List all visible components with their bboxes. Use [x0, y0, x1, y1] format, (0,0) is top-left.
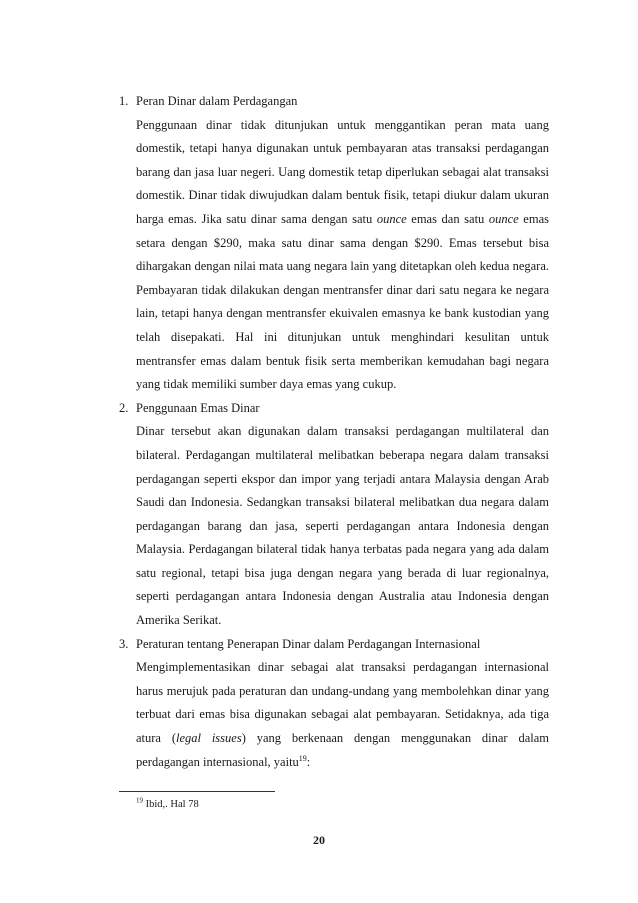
italic-term: ounce: [488, 211, 519, 226]
paragraph-text: Mengimplementasikan dinar sebagai alat transaksi perdagangan internasional harus merujuk pada peraturan dan undang-undang yang membolehkan dinar yang terbuat dari emas bisa digunakan sebagai alat pembayaran. Setidaknya, ada tiga atura (: [136, 660, 549, 746]
paragraph-text: :: [306, 754, 311, 769]
list-item-3: [119, 633, 549, 775]
list-item-2: [119, 397, 549, 633]
paragraph-text: Dinar tersebut akan digunakan dalam transaksi perdagangan multilateral dan bilateral. Perdagangan multilateral melibatkan beberapa negara dalam transaksi perdagangan seperti ekspor dan impor yang terjadi antara Malaysia dengan Arab Saudi dan Indonesia. Sedangkan transaksi bilateral melibatkan dua negara dalam perdagangan barang dan jasa, seperti perdagangan antara Indonesia dengan Malaysia. Perdagangan bilateral tidak hanya terbatas pada negara yang ada dalam satu regional, tetapi bisa juga dengan negara yang berada di luar regionalnya, seperti perdagangan antara Indonesia dengan Australia atau Indonesia dengan Amerika Serikat.: [136, 424, 549, 628]
item-heading: Penggunaan Emas Dinar: [136, 400, 260, 415]
item-paragraph: [136, 656, 549, 774]
item-number: 1.: [119, 94, 129, 108]
paragraph-text: emas dan satu: [406, 211, 489, 226]
page-number: 20: [313, 833, 325, 847]
footnote-reference[interactable]: 19: [298, 753, 307, 763]
item-heading: Peran Dinar dalam Perdagangan: [136, 94, 298, 108]
paragraph-text: Penggunaan dinar tidak ditunjukan untuk menggantikan peran mata uang domestik, tetapi hanya digunakan untuk pembayaran atas transaksi perdagangan barang dan jasa luar negeri. Uang domestik tetap diperlukan sebagai alat transaksi domestik. Dinar tidak diwujudkan dalam bentuk fisik, tetapi diukur dalam ukuran harga emas. Jika satu dinar sama dengan satu: [136, 117, 549, 226]
list-item-1: [119, 90, 549, 397]
footnote-text: Ibid,. Hal 78: [143, 799, 199, 810]
item-heading: Peraturan tentang Penerapan Dinar dalam Perdagangan Internasional: [136, 636, 481, 651]
item-paragraph: [136, 114, 549, 397]
italic-term: ounce: [376, 211, 407, 226]
item-paragraph: [136, 420, 549, 632]
item-number: 3.: [119, 636, 129, 651]
footnote-mark: 19: [136, 796, 143, 805]
italic-term: legal issues: [175, 731, 242, 746]
numbered-list: [119, 90, 549, 774]
footnote-separator: [119, 791, 275, 792]
paragraph-text: emas setara dengan $290, maka satu dinar sama dengan $290. Emas tersebut bisa dihargakan dengan nilai mata uang negara lain yang ditetapkan oleh kedua negara. Pembayaran tidak dilakukan dengan mentransfer dinar dari satu negara ke negara lain, tetapi hanya dengan mentransfer ekuivalen emasnya ke bank kustodian yang telah disepakati. Hal ini ditunjukan untuk menghindari kesulitan untuk mentransfer emas dalam bentuk fisik serta memberikan kemudahan bagi negara yang tidak memiliki sumber daya emas yang cukup.: [136, 211, 549, 392]
footnote: [136, 798, 199, 812]
paragraph-text: ) yang berkenaan dengan menggunakan dinar dalam perdagangan internasional, yaitu: [136, 731, 549, 769]
item-number: 2.: [119, 400, 129, 415]
